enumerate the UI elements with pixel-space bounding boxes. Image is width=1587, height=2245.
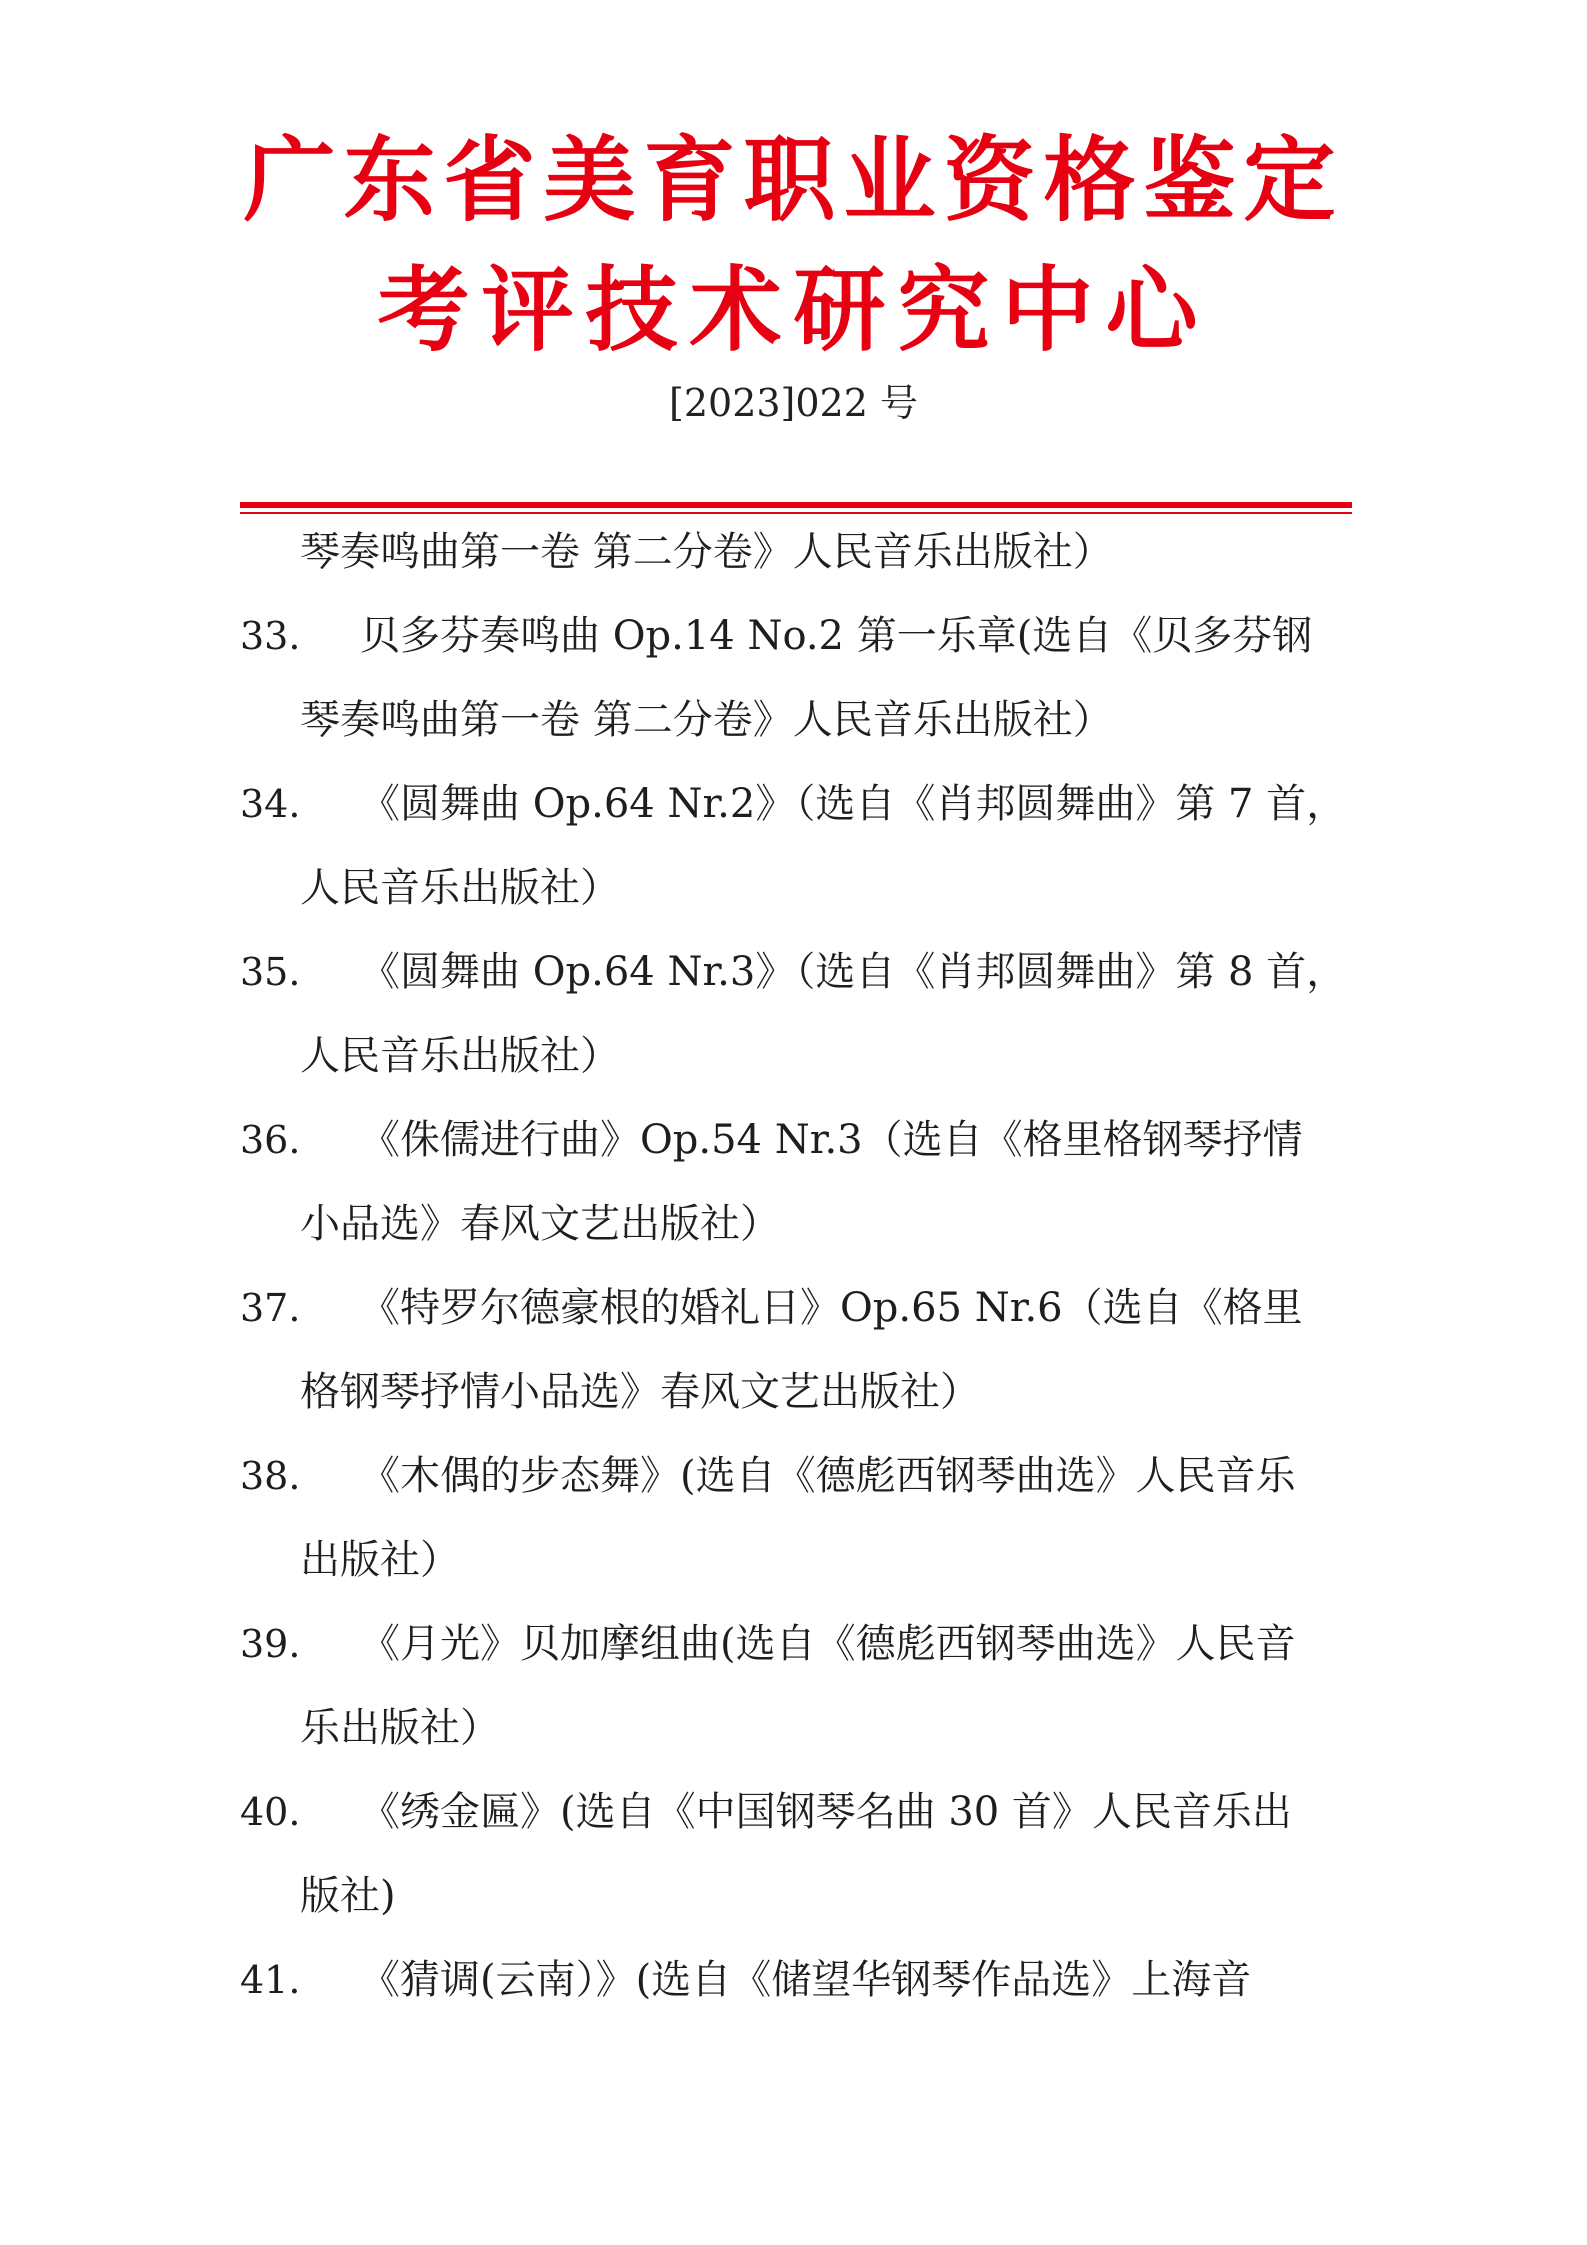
issuer-title-line-1: 广东省美育职业资格鉴定 bbox=[243, 126, 1344, 234]
entry-37-number: 37. bbox=[240, 1286, 301, 1330]
entry-37-line-2: 格钢琴抒情小品选》春风文艺出版社） bbox=[300, 1369, 980, 1415]
document-number: [2023]022 号 bbox=[669, 381, 918, 425]
entry-34-line-1: 《圆舞曲 Op.64 Nr.2》（选自《肖邦圆舞曲》第 7 首， bbox=[360, 781, 1347, 827]
entry-38-line-2: 出版社） bbox=[300, 1537, 460, 1583]
entry-34-line-2: 人民音乐出版社） bbox=[300, 865, 620, 911]
entry-35-line-1: 《圆舞曲 Op.64 Nr.3》（选自《肖邦圆舞曲》第 8 首， bbox=[360, 949, 1347, 995]
entry-36-number: 36. bbox=[240, 1118, 301, 1162]
issuer-title-line-2: 考评技术研究中心 bbox=[377, 256, 1210, 364]
entry-40-line-2: 版社) bbox=[300, 1873, 396, 1919]
entry-33-line-1: 贝多芬奏鸣曲 Op.14 No.2 第一乐章(选自《贝多芬钢 bbox=[360, 613, 1313, 659]
entry-38-line-1: 《木偶的步态舞》(选自《德彪西钢琴曲选》人民音乐 bbox=[360, 1453, 1296, 1499]
entry-33-number: 33. bbox=[240, 614, 301, 658]
entry-37-line-1: 《特罗尔德豪根的婚礼日》Op.65 Nr.6（选自《格里 bbox=[360, 1285, 1303, 1331]
entry-39-line-1: 《月光》贝加摩组曲(选自《德彪西钢琴曲选》人民音 bbox=[360, 1621, 1296, 1667]
entry-41-number: 41. bbox=[240, 1958, 301, 2002]
entry-39-line-2: 乐出版社） bbox=[300, 1705, 500, 1751]
entry-33-line-2: 琴奏鸣曲第一卷 第二分卷》人民音乐出版社） bbox=[300, 697, 1113, 743]
entry-38-number: 38. bbox=[240, 1454, 301, 1498]
entry-40-number: 40. bbox=[240, 1790, 301, 1834]
entry-40-line-1: 《绣金匾》(选自《中国钢琴名曲 30 首》人民音乐出 bbox=[360, 1789, 1292, 1835]
entry-39-number: 39. bbox=[240, 1622, 301, 1666]
entry-34-number: 34. bbox=[240, 782, 301, 826]
entry-36-line-1: 《侏儒进行曲》Op.54 Nr.3（选自《格里格钢琴抒情 bbox=[360, 1117, 1303, 1163]
entry-35-number: 35. bbox=[240, 950, 301, 994]
entry-35-line-2: 人民音乐出版社） bbox=[300, 1033, 620, 1079]
entry-32-line-2: 琴奏鸣曲第一卷 第二分卷》人民音乐出版社） bbox=[300, 529, 1113, 575]
entry-36-line-2: 小品选》春风文艺出版社） bbox=[300, 1201, 780, 1247]
entry-41-line-1: 《猜调(云南）》(选自《储望华钢琴作品选》上海音 bbox=[360, 1957, 1252, 2003]
